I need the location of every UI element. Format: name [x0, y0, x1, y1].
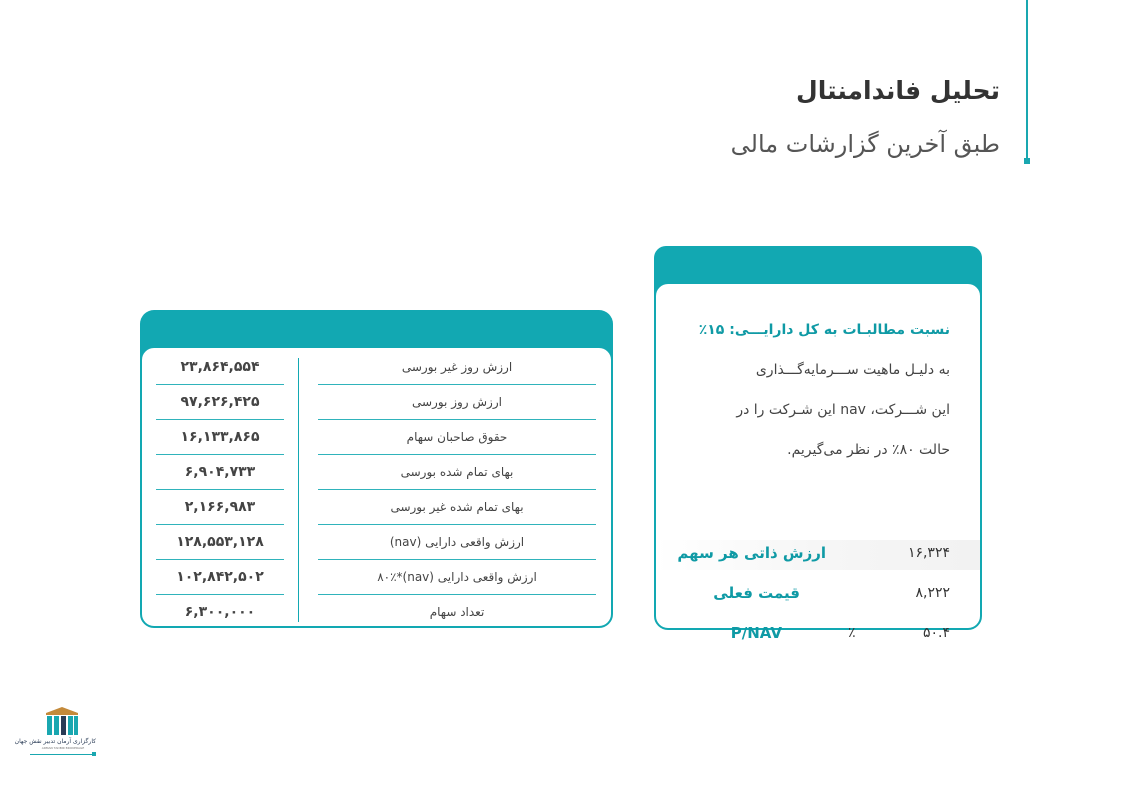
table-row	[142, 420, 611, 455]
logo-name: کارگزاری آرمان تدبیر نقش جهان	[14, 738, 96, 745]
info-text	[690, 310, 950, 470]
page-subtitle: طبق آخرین گزارشات مالی	[730, 130, 1000, 158]
metric-unit: ٪	[848, 625, 856, 641]
metric-value: ۵۰.۴	[922, 625, 950, 641]
info-card-body	[654, 282, 982, 642]
table-row	[142, 595, 611, 630]
row-value: ۱۶,۱۳۳,۸۶۵	[156, 420, 284, 455]
row-label: بهای تمام شده غیر بورسی	[318, 490, 596, 525]
receivables-ratio: نسبت مطالبـات به کل دارایـــی: ۱۵٪	[698, 322, 950, 338]
row-value: ۶,۹۰۴,۷۳۳	[156, 455, 284, 490]
page-title: تحلیل فاندامنتال	[796, 76, 1000, 105]
row-label: ارزش واقعی دارایی (nav)	[318, 525, 596, 560]
row-label: ارزش واقعی دارایی (nav)*۸۰٪	[318, 560, 596, 595]
logo-underline-end	[92, 752, 96, 756]
metric-value: ۱۶,۳۲۴	[907, 545, 950, 561]
table-row	[142, 560, 611, 595]
metric-label: قیمت فعلی	[713, 584, 800, 602]
table-row	[142, 525, 611, 560]
row-value: ۲۳,۸۶۴,۵۵۴	[156, 350, 284, 385]
logo-underline	[30, 754, 92, 755]
decorative-line-end	[1024, 158, 1030, 164]
table-row	[142, 385, 611, 420]
nav-table-card	[140, 310, 613, 628]
row-label: تعداد سهام	[429, 605, 485, 619]
info-line: به دلیـل ماهیت ســـرمایه‌گـــذاری	[755, 362, 950, 378]
metric-label: ارزش ذاتی هر سهم	[677, 544, 826, 562]
logo-mark-icon	[44, 705, 80, 737]
row-label: ارزش روز غیر بورسی	[318, 350, 596, 385]
row-label: بهای تمام شده بورسی	[318, 455, 596, 490]
decorative-vertical-line	[1026, 0, 1028, 160]
row-value: ۲,۱۶۶,۹۸۳	[156, 490, 284, 525]
table-row	[142, 455, 611, 490]
row-value: ۹۷,۶۲۶,۴۲۵	[156, 385, 284, 420]
metric-current-price	[656, 580, 980, 610]
company-logo	[14, 700, 96, 760]
row-label: ارزش روز بورسی	[318, 385, 596, 420]
row-value: ۱۲۸,۵۵۳,۱۲۸	[156, 525, 284, 560]
metric-value: ۸,۲۲۲	[915, 585, 950, 601]
metric-label: P/NAV	[730, 624, 782, 642]
table-row	[142, 490, 611, 525]
table-row	[142, 350, 611, 385]
metric-intrinsic-value	[656, 540, 980, 570]
info-line: حالت ۸۰٪ در نظر می‌گیریم.	[787, 442, 950, 458]
logo-subtext: ARMAN TADBIR BROKERAGE	[41, 746, 85, 750]
row-value: ۱۰۲,۸۴۲,۵۰۲	[156, 560, 284, 595]
info-card	[654, 246, 982, 642]
nav-table	[140, 346, 613, 628]
row-label: حقوق صاحبان سهام	[318, 420, 596, 455]
row-value: ۶,۳۰۰,۰۰۰	[184, 604, 256, 620]
metric-p-nav	[656, 620, 980, 650]
info-line: این شـــرکت، nav این شـرکت را در	[736, 402, 950, 418]
